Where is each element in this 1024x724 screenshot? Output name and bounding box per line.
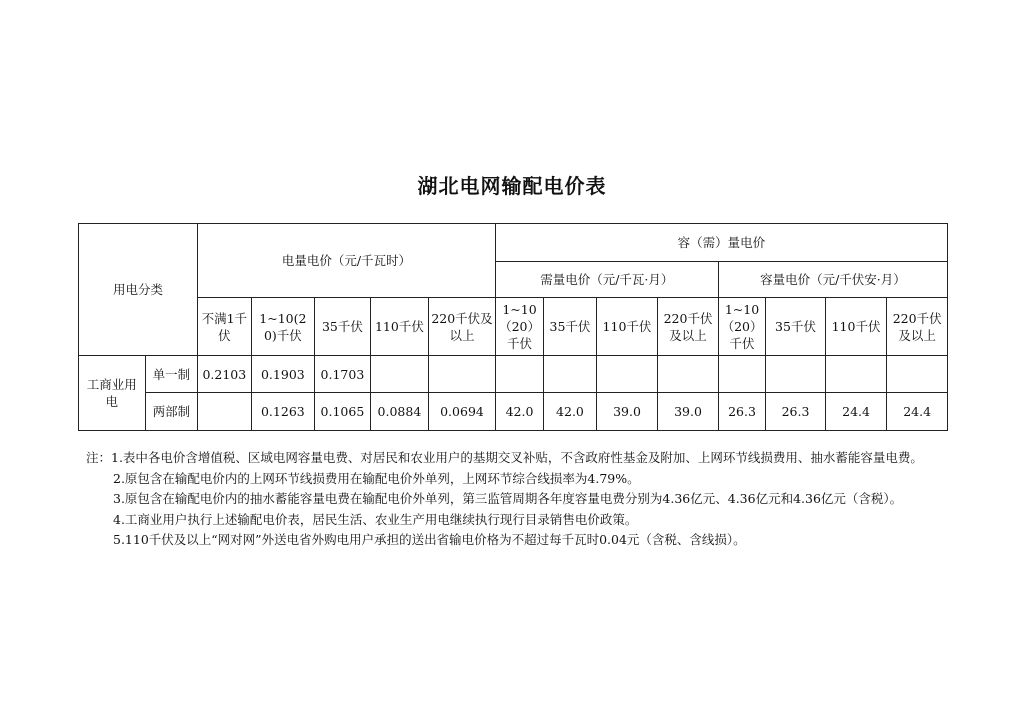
capacity-header: 容（需）量电价 [495,224,947,262]
table-cell [887,356,948,393]
note-item: 2.原包含在输配电价内的上网环节线损费用在输配电价外单列，上网环节综合线损率为4.79%。 [113,470,640,486]
note-item: 3.原包含在输配电价内的抽水蓄能容量电费在输配电价外单列，第三监管周期各年度容量电费分别为4.36亿元、4.36亿元和4.36亿元（含税）。 [113,491,903,506]
tariff-table [78,223,948,431]
table-cell [596,356,658,393]
table-cell: 39.0 [596,393,658,431]
capacity-price-header: 容量电价（元/千伏安·月） [718,262,947,298]
table-cell [718,356,765,393]
row-label: 两部制 [145,393,197,431]
demand-level-header: 1~10（20）千伏 [495,298,543,356]
group-label: 工商业用电 [79,356,146,431]
table-cell: 42.0 [495,393,543,431]
demand-level-header: 220千伏及以上 [658,298,719,356]
table-cell: 26.3 [718,393,765,431]
table-cell [766,356,826,393]
note-item: 注：1.表中各电价含增值税、区域电网容量电费、对居民和农业用户的基期交叉补贴，不含政府性基金及附加、上网环节线损费用、抽水蓄能容量电费。 [86,450,923,465]
table-cell [658,356,719,393]
row-label: 单一制 [145,356,197,393]
table-row [79,393,948,431]
energy-level-header: 220千伏及以上 [429,298,496,356]
table-cell: 39.0 [658,393,719,431]
note-item: 4.工商业用户执行上述输配电价表，居民生活、农业生产用电继续执行现行目录销售电价政策。 [113,511,638,527]
table-cell: 26.3 [766,393,826,431]
table-cell [495,356,543,393]
notes-section [86,448,956,551]
table-cell: 0.1263 [251,393,315,431]
table-cell: 0.0884 [370,393,429,431]
energy-level-header: 1~10(20)千伏 [251,298,315,356]
capacity-level-header: 1~10（20）千伏 [718,298,765,356]
table-cell [198,393,251,431]
page-title: 湖北电网输配电价表 [417,174,607,198]
table-cell: 24.4 [887,393,948,431]
capacity-level-header: 35千伏 [766,298,826,356]
category-header: 用电分类 [79,224,198,356]
table-cell [429,356,496,393]
table-cell: 0.2103 [198,356,251,393]
table-row [79,356,948,393]
table-cell: 24.4 [825,393,887,431]
table-cell [370,356,429,393]
energy-level-header: 35千伏 [315,298,371,356]
demand-price-header: 需量电价（元/千瓦·月） [495,262,718,298]
table-cell: 0.1065 [315,393,371,431]
table-cell [825,356,887,393]
capacity-level-header: 110千伏 [825,298,887,356]
table-cell: 0.0694 [429,393,496,431]
note-item: 5.110千伏及以上“网对网”外送电省外购电用户承担的送出省输电价格为不超过每千瓦时0.04元（含税、含线损）。 [113,532,746,547]
demand-level-header: 35千伏 [544,298,596,356]
energy-level-header: 110千伏 [370,298,429,356]
capacity-level-header: 220千伏及以上 [887,298,948,356]
table-cell: 42.0 [544,393,596,431]
table-cell: 0.1703 [315,356,371,393]
energy-price-header: 电量电价（元/千瓦时） [198,224,496,298]
table-cell [544,356,596,393]
table-cell: 0.1903 [251,356,315,393]
demand-level-header: 110千伏 [596,298,658,356]
energy-level-header: 不满1千伏 [198,298,251,356]
